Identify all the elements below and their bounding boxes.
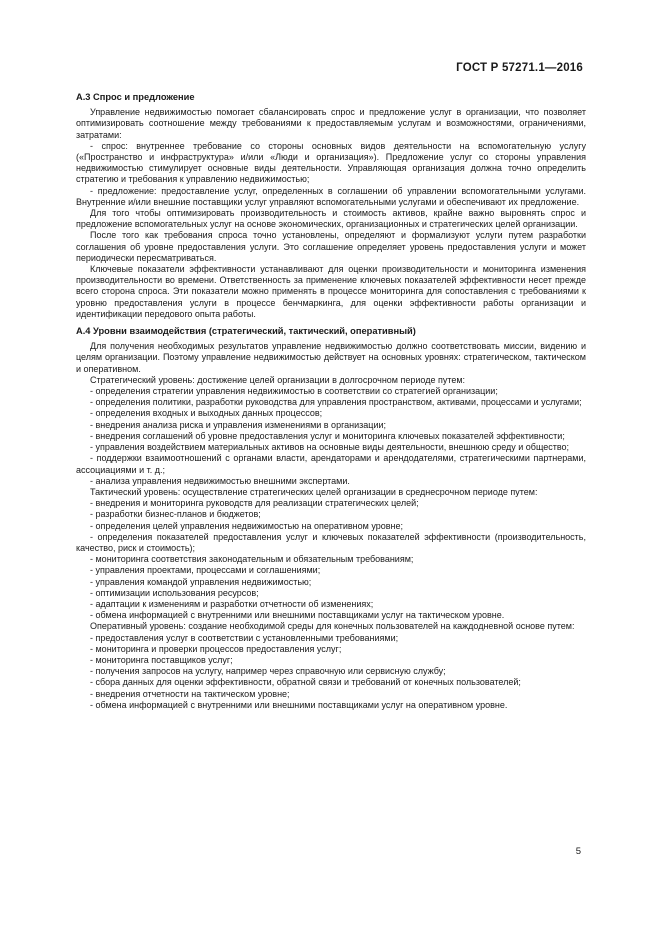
list-item: - обмена информацией с внутренними или внешними поставщиками услуг на оперативном уровне. [90,699,508,710]
list-item: - оптимизации использования ресурсов; [90,587,259,598]
list-item: - предложение: предоставление услуг, определенных в соглашении об управлении вспомогательными услугами. Внутренние и/или внешние поставщики услуг управляют вспомогательными услугами и обеспечивают их предложение. [76,185,586,207]
list-item: - управления командой управления недвижимостью; [90,576,312,587]
list-item: - определения стратегии управления недвижимостью в соответствии со стратегией организации; [90,386,498,397]
list-item: - управления проектами, процессами и соглашениями; [90,565,321,576]
section-title: А.4 Уровни взаимодействия (стратегический, тактический, оперативный) [76,326,416,337]
document-code: ГОСТ Р 57271.1—2016 [456,62,583,74]
list-item: - определения политики, разработки руководства для управления пространством, активами, процессами и услугами; [90,397,582,408]
section-title: А.3 Спрос и предложение [76,92,195,102]
list-item: - мониторинга поставщиков услуг; [90,654,233,665]
list-item: - предоставления услуг в соответствии с установленными требованиями; [90,632,399,643]
list-item: - поддержки взаимоотношений с органами власти, арендаторами и арендодателями, стратегическими партнерами, ассоциациями и т. д.; [76,453,586,475]
list-item: - мониторинга соответствия законодательным и обязательным требованиям; [90,554,414,565]
paragraph: Для того чтобы оптимизировать производительность и стоимость активов, крайне важно выровнять спрос и предложение вспомогательных услуг на основе экономических, организационных и стратегических целей организации. [76,208,586,230]
list-item: - анализа управления недвижимостью внешними экспертами. [90,475,350,486]
list-item: - внедрения отчетности на тактическом уровне; [90,688,290,699]
paragraph: Управление недвижимостью помогает сбалансировать спрос и предложение услуг в организации, что позволяет оптимизировать соотношение между требованиями к предоставляемым услугам и возможностями, ограничениями, затратами: [76,107,586,140]
list-item: - разработки бизнес-планов и бюджетов; [90,509,261,520]
list-item: - адаптации к изменениям и разработки отчетности об изменениях; [90,598,374,609]
paragraph: После того как требования спроса точно установлены, определяют и формализуют услуги путем разработки соглашения об уровне предоставления услуги. Это соглашение определяет уровень предоставления услуги и может периодически пересматриваться. [76,230,586,263]
list-item: - спрос: внутреннее требование со стороны основных видов деятельности на вспомогательную услугу («Пространство и инфраструктура» и/или «Люди и организация»). Предложение услуг со стороны управления недвижимостью стимулирует основные виды деятельности. Управляющая организация должна точно определить стратегию и требования к управлению недвижимостью; [76,140,586,185]
paragraph: Тактический уровень: осуществление стратегических целей организации в среднесрочном периоде путем: [90,486,538,497]
list-item: - внедрения соглашений об уровне предоставления услуг и мониторинга ключевых показателей эффективности; [90,430,565,441]
list-item: - определения входных и выходных данных процессов; [90,408,323,419]
paragraph: Для получения необходимых результатов управление недвижимостью должно соответствовать миссии, видению и целям организации. Поэтому управление недвижимостью действует на основных уровнях: стратегическом, тактическом и оперативном. [76,341,586,374]
list-item: - мониторинга и проверки процессов предоставления услуг; [90,643,342,654]
list-item: - управления воздействием материальных активов на основные виды деятельности, внешнюю среду и общество; [90,442,570,453]
list-item: - определения целей управления недвижимостью на оперативном уровне; [90,520,403,531]
page-number: 5 [575,846,581,857]
paragraph: Оперативный уровень: создание необходимой среды для конечных пользователей на каждодневной основе путем: [90,621,575,632]
document-body [76,92,586,711]
list-item: - внедрения анализа риска и управления изменениями в организации; [90,419,387,430]
paragraph: Стратегический уровень: достижение целей организации в долгосрочном периоде путем: [90,374,466,385]
list-item: - обмена информацией с внутренними или внешними поставщиками услуг на тактическом уровне. [90,610,505,621]
list-item: - получения запросов на услугу, например через справочную или сервисную службу; [90,666,446,677]
list-item: - определения показателей предоставления услуг и ключевых показателей эффективности (производительность, качество, риск и стоимость); [76,531,586,553]
list-item: - внедрения и мониторинга руководств для реализации стратегических целей; [90,498,419,509]
paragraph: Ключевые показатели эффективности устанавливают для оценки производительности и мониторинга изменения производительности во времени. Ответственность за применение ключевых показателей эффективности несет прежде всего сторона спроса. Эти показатели можно применять в процессе мониторинга для сопоставления с требованиями к уровню предоставления услуги в процессе бенчмаркинга, для оценки эффективности работы организации и идентификации передового опыта работы. [76,264,586,319]
list-item: - сбора данных для оценки эффективности, обратной связи и требований от конечных пользователей; [90,677,521,688]
